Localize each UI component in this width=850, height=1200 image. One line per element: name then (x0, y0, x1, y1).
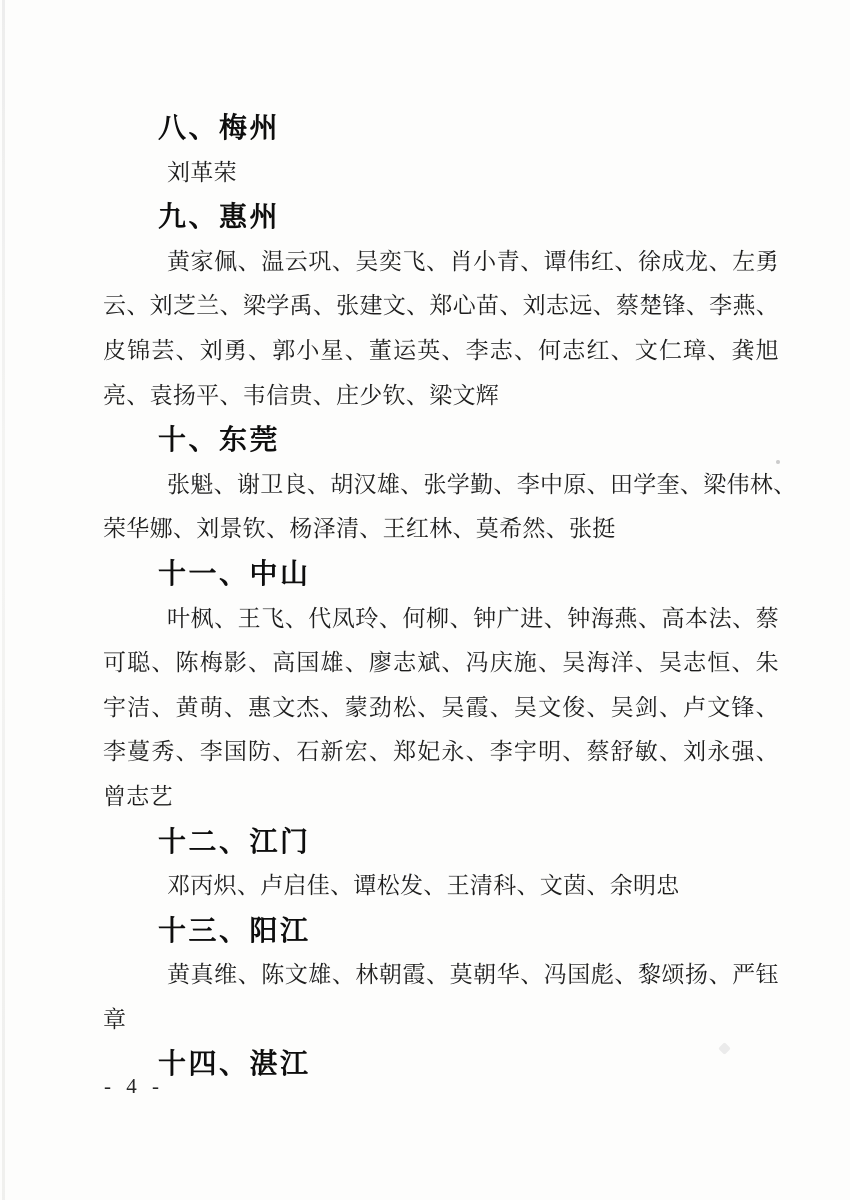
names-line: 刘革荣 (167, 159, 237, 185)
names-line: 云 、 刘 芝 兰 、 梁 学 禹 、 张 建 文 、 郑 心 苗 、 刘 志 远 、 蔡 楚 锋 、 李 燕 、 (103, 293, 780, 319)
names-line: 黄 家 佩 、 温 云 巩 、 吴 奕 飞 、 肖 小 青 、 谭 伟 红 、 徐 成 龙 、 左 勇 (167, 248, 779, 274)
section-heading-11-zhongshan: 十一、中山 (158, 557, 311, 589)
section-heading-13-yangjiang: 十三、阳江 (158, 914, 311, 946)
names-line: 邓丙炽、卢启佳、谭松发、王清科、文茵、余明忠 (167, 873, 680, 899)
names-line: 张 魁 、 谢 卫 良 、 胡 汉 雄 、 张 学 勤 、 李 中 原 、 田 学 奎 、 梁 伟 林 、 (167, 471, 797, 497)
section-heading-14-zhanjiang: 十四、湛江 (158, 1048, 311, 1080)
names-line: 章 (103, 1006, 127, 1032)
names-line: 宇 洁 、 黄 萌 、 惠 文 杰 、 蒙 劲 松 、 吴 霞 、 吴 文 俊 、 吴 剑 、 卢 文 锋 、 (103, 694, 779, 720)
names-line: 黄 真 维 、 陈 文 雄 、 林 朝 霞 、 莫 朝 华 、 冯 国 彪 、 黎 颂 扬 、 严 钰 (167, 962, 779, 988)
names-line: 皮 锦 芸 、 刘 勇 、 郭 小 星 、 董 运 英 、 李 志 、 何 志 红 、 文 仁 璋 、 龚 旭 (103, 337, 779, 363)
document-body (103, 106, 797, 1087)
scan-edge-artifact (2, 0, 5, 1200)
names-line: 亮、袁扬平、韦信贵、庄少钦、梁文辉 (103, 382, 500, 408)
names-line: 李 蔓 秀 、 李 国 防 、 石 新 宏 、 郑 妃 永 、 李 宇 明 、 蔡 舒 敏 、 刘 永 强 、 (103, 739, 779, 765)
section-heading-9-huizhou: 九、惠州 (158, 201, 281, 233)
section-heading-10-dongguan: 十、东莞 (158, 424, 281, 456)
names-line: 荣华娜、刘景钦、杨泽清、王红林、莫希然、张挺 (103, 516, 616, 542)
section-heading-8-meizhou: 八、梅州 (158, 112, 281, 143)
names-line: 叶 枫 、 王 飞 、 代 凤 玲 、 何 柳 、 钟 广 进 、 钟 海 燕 、 高 本 法 、 蔡 (167, 605, 779, 631)
page-number: - 4 - (104, 1074, 164, 1098)
section-heading-12-jiangmen: 十二、江门 (158, 825, 311, 857)
names-line: 曾志艺 (103, 783, 173, 809)
names-line: 可 聪 、 陈 梅 影 、 高 国 雄 、 廖 志 斌 、 冯 庆 施 、 吴 海 洋 、 吴 志 恒 、 朱 (103, 650, 779, 676)
